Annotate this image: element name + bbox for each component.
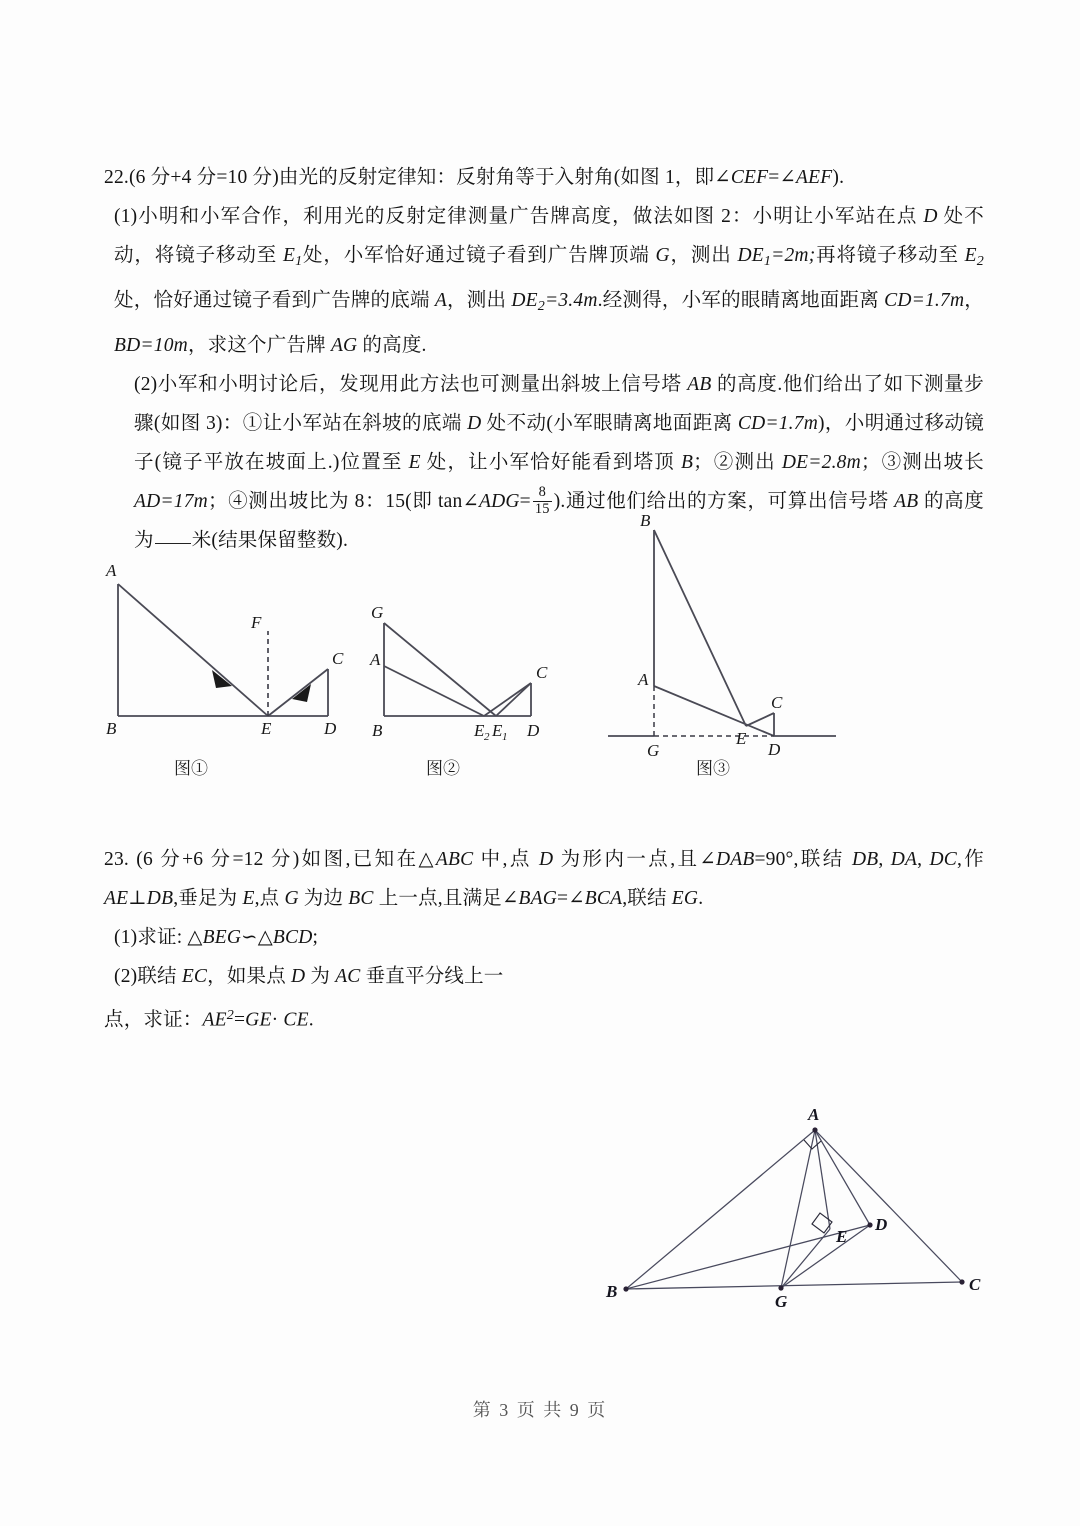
- q22-p2-d: )，小明通过移动镜子(镜子平放在坡面上.)位置至: [134, 412, 984, 473]
- q22-p1-k: 的高度.: [357, 334, 427, 356]
- q23-angle-BCA: BCA: [584, 888, 623, 909]
- q23-stem-e: ,: [878, 849, 891, 870]
- figure-2-svg: [366, 603, 581, 763]
- q23-part2: [104, 957, 984, 996]
- q23-seg-AE: AE: [104, 888, 129, 909]
- q22-p1-h: .经测得，小军的眼睛离地面距离: [597, 289, 885, 311]
- q23-p2-b: ，如果点: [207, 966, 292, 987]
- q23-seg-GE: GE: [245, 1009, 272, 1031]
- fig2-line-E2-C: [484, 683, 531, 716]
- fig3-label-E: E: [736, 729, 747, 748]
- q22-p1-E2-sub: 2: [976, 252, 984, 269]
- geo-label-E: E: [836, 1227, 848, 1246]
- page-footer: 第 3 页 共 9 页: [472, 1400, 608, 1420]
- q22-stem: [104, 158, 984, 197]
- geo-label-G: G: [775, 1292, 788, 1311]
- fraction-denominator: 15: [534, 500, 550, 517]
- fig3-label-G: G: [647, 741, 660, 760]
- q22-p1-AG: AG: [330, 334, 358, 356]
- geo-point-D: [867, 1222, 872, 1227]
- q23-p2-d: 垂直平分线上一: [360, 966, 504, 987]
- q22-p1-c: 处，小军恰好通过镜子看到广告牌顶端: [302, 245, 656, 266]
- geo-line-BA: [626, 1130, 815, 1289]
- q23-tri-BCD: BCD: [272, 927, 313, 948]
- q22-p2-c: 处不动(小军眼睛离地面距离: [481, 412, 738, 434]
- q23-angle-BAG: BAG: [518, 888, 558, 909]
- q22-p2-B: B: [680, 451, 694, 473]
- geo-label-B: B: [606, 1282, 618, 1301]
- q23-tri-ABC: ABC: [435, 849, 474, 870]
- q23-triangle-symbol: △: [257, 927, 273, 948]
- q23-stem-j: 为边: [298, 888, 349, 909]
- fig2-label-C: C: [536, 663, 548, 682]
- fig2-label-G: G: [371, 603, 384, 622]
- geo-point-A: [812, 1127, 817, 1132]
- geo-line-BD: [626, 1225, 870, 1289]
- q22-p1-j: ，求这个广告牌: [187, 334, 331, 356]
- q22-p1-DE2-sub: 2: [537, 297, 545, 314]
- q22-p2-CD-val: =1.7m: [765, 412, 818, 434]
- fig2-label-E1-sub: 1: [502, 731, 508, 743]
- fig3-line-AD: [654, 686, 774, 736]
- fig3-label-B: B: [640, 511, 651, 530]
- q23-stem-c: 为形内一点,且∠: [553, 849, 716, 870]
- q23-similar-symbol: ∽: [241, 927, 258, 948]
- q22-p2-a: (2)小军和小明讨论后，发现用此方法也可测量出斜坡上信号塔: [134, 373, 688, 395]
- q22-p1-b: 处不动，将镜子移动至: [114, 206, 984, 266]
- q22-p2-E: E: [408, 451, 421, 473]
- q22-p1-CD: CD: [884, 289, 912, 311]
- q23-p2-D: D: [291, 966, 306, 987]
- q23-content: [104, 840, 984, 1039]
- q22-p1-D: D: [923, 206, 938, 227]
- q23-part2-cont: [104, 996, 984, 1039]
- q22-p2-g: ；③测出坡长: [860, 451, 984, 473]
- fig3-label-D: D: [768, 740, 781, 759]
- q22-p2-AD-val: =17m: [160, 490, 208, 512]
- q22-p1-A: A: [434, 289, 447, 311]
- q23-stem-l: =∠: [557, 888, 585, 909]
- q22-p2-ADG: ADG: [478, 490, 520, 512]
- q22-p2-e: 处，让小军恰好能看到塔顶: [420, 451, 681, 473]
- fig1-label-D: D: [324, 719, 337, 738]
- fig3-line-EC: [746, 713, 774, 726]
- geo-label-C: C: [969, 1275, 981, 1294]
- q22-p1-G: G: [655, 245, 670, 266]
- q23-pt-G: G: [284, 888, 299, 909]
- q23-p1-b: ;: [312, 927, 319, 948]
- fig1-label-E: E: [261, 719, 272, 738]
- q23-part1: [104, 918, 984, 957]
- geo-point-C: [959, 1279, 964, 1284]
- q22-p1-DE1-val: =2m;: [771, 245, 816, 266]
- fig1-arrow-incident: [212, 670, 232, 688]
- fig1-line-EC: [268, 669, 328, 716]
- q22-p2-DE: DE: [781, 451, 809, 473]
- q23-stem: [104, 840, 984, 918]
- q22-p2-D: D: [467, 412, 482, 434]
- figure-2-caption: 图②: [426, 759, 460, 778]
- q22-part1: [104, 197, 984, 365]
- fig1-label-F: F: [251, 613, 262, 632]
- q22-p2-AB2: AB: [894, 490, 919, 512]
- fig2-label-E2-sub: 2: [484, 731, 490, 743]
- q23-seg-DC: DC: [929, 849, 958, 870]
- q23-p1-a: (1)求证: △: [114, 927, 203, 948]
- q22-p2-l: 米(结果保留整数).: [191, 529, 349, 551]
- q22-p1-i: ，: [964, 289, 984, 311]
- q22-p2-AB: AB: [687, 373, 712, 395]
- fig2-label-E2: E: [474, 721, 485, 740]
- fig1-label-B: B: [106, 719, 117, 738]
- fig2-label-A: A: [370, 650, 381, 669]
- q23-seg-DB2: DB: [146, 888, 174, 909]
- q22-p1-d: ，测出: [669, 245, 738, 266]
- geo-point-B: [623, 1286, 628, 1291]
- q22-p1-DE2-val: =3.4m: [544, 289, 598, 311]
- q22-angle-cef: CEF: [730, 167, 769, 188]
- fig1-label-A: A: [106, 561, 117, 580]
- fraction-numerator: 8: [538, 484, 546, 501]
- q22-p1-E1: E: [282, 245, 296, 266]
- geo-line-AC: [815, 1130, 962, 1282]
- q22-p1-e: 再将镜子移动至: [815, 245, 965, 266]
- q22-p2-k: 的高度为: [134, 490, 984, 551]
- q23-p2-c: 为: [305, 966, 336, 987]
- q22-p2-j: ).通过他们给出的方案，可算出信号塔: [553, 490, 895, 512]
- q22-p1-CD-val: =1.7m: [911, 289, 965, 311]
- q23-perp-symbol: ⊥: [128, 888, 147, 909]
- q23-tri-BEG: BEG: [202, 927, 242, 948]
- q22-p1-DE2: DE: [511, 289, 538, 311]
- q23-stem-g: ,作: [957, 849, 985, 870]
- q23-p3-b: .: [308, 1009, 314, 1031]
- q23-seg-CE: CE: [283, 1009, 309, 1031]
- q23-seg-EG: EG: [671, 888, 699, 909]
- q22-p2-DE-val: =2.8m: [808, 451, 861, 473]
- q23-multiply-dot: ·: [271, 1009, 279, 1031]
- figure-1-svg: [96, 536, 366, 761]
- geo-label-A: A: [808, 1105, 820, 1124]
- fig3-label-C: C: [771, 693, 783, 712]
- fig3-label-A: A: [638, 670, 649, 689]
- q22-p1-E1-sub: 1: [295, 252, 303, 269]
- fig2-label-E1: E: [492, 721, 503, 740]
- q22-stem-eq: =∠: [768, 167, 797, 188]
- geo-line-BC: [626, 1282, 962, 1289]
- q23-stem-m: ,联结: [622, 888, 672, 909]
- q23-D: D: [539, 849, 554, 870]
- q22-p1-BD: BD: [114, 334, 141, 356]
- q22-p1-E2: E: [964, 245, 977, 266]
- q22-p1-BD-val: =10m: [140, 334, 188, 356]
- geo-point-G: [778, 1285, 783, 1290]
- q23-stem-d: =90°,联结: [754, 849, 852, 870]
- q23-stem-i: ,点: [254, 888, 285, 909]
- fig2-line-E1-C: [496, 683, 531, 716]
- figure-1-caption: 图①: [174, 759, 208, 778]
- q22-p2-CD: CD: [737, 412, 766, 434]
- fig3-line-BE: [654, 530, 746, 726]
- q22-stem-prefix: 22.(6 分+4 分=10 分)由光的反射定律知：反射角等于入射角(如图 1，即∠: [104, 167, 731, 188]
- q22-p1-g: ，测出: [447, 289, 512, 311]
- q23-p2-a: (2)联结: [114, 966, 182, 987]
- q23-seg-AE2: AE: [202, 1009, 227, 1031]
- q23-exponent: 2: [226, 1007, 234, 1023]
- q23-p3-eq: =: [233, 1009, 246, 1031]
- q23-stem-b: 中,点: [473, 849, 540, 870]
- q23-stem-f: ,: [917, 849, 930, 870]
- q22-p1-DE1-sub: 1: [763, 252, 772, 269]
- q22-p2-i: =: [519, 490, 531, 512]
- q23-seg-DA: DA: [890, 849, 918, 870]
- q22-p1-f: 处，恰好通过镜子看到广告牌的底端: [114, 289, 435, 311]
- q23-p3-a: 点，求证：: [104, 1009, 203, 1031]
- q23-seg-DB: DB: [851, 849, 879, 870]
- q23-seg-AC: AC: [335, 966, 361, 987]
- q22-p1-DE1: DE: [737, 245, 764, 266]
- fig1-label-C: C: [332, 649, 344, 668]
- q22-figures: [96, 508, 886, 798]
- q23-seg-EC: EC: [181, 966, 208, 987]
- q23-stem-k: 上一点,且满足∠: [373, 888, 519, 909]
- geo-label-D: D: [875, 1215, 888, 1234]
- q23-stem-h: ,垂足为: [173, 888, 243, 909]
- fig2-line-A-E2: [384, 666, 484, 716]
- fig2-label-B: B: [372, 721, 383, 740]
- q22-angle-aef: AEF: [796, 167, 833, 188]
- fig1-line-AE: [118, 584, 268, 716]
- q23-geometry-figure: [572, 1092, 1012, 1332]
- q23-stem-a: 23. (6 分+6 分=12 分)如图,已知在△: [104, 849, 436, 870]
- q22-stem-suffix: ).: [832, 167, 845, 188]
- q22-p2-b: 的高度.他们给出了如下测量步骤(如图 3)：①让小军站在斜坡的底端: [134, 373, 984, 434]
- q23-pt-E: E: [242, 888, 255, 909]
- fig1-arrow-reflected: [292, 684, 311, 702]
- fig2-line-G-E2: [384, 623, 496, 716]
- page-content: [104, 158, 984, 560]
- q22-p2-f: ；②测出: [693, 451, 782, 473]
- q22-p1-a: (1)小明和小军合作，利用光的反射定律测量广告牌高度，做法如图 2：小明让小军站在点: [114, 206, 924, 227]
- q22-p2-h: ；④测出坡比为 8：15(即 tan∠: [207, 490, 479, 512]
- q23-angle-DAB: DAB: [715, 849, 755, 870]
- figure-3-svg: [596, 508, 886, 763]
- q23-seg-BC: BC: [348, 888, 374, 909]
- figure-3-caption: 图③: [696, 759, 730, 778]
- fig2-label-D: D: [527, 721, 540, 740]
- q23-stem-n: .: [698, 888, 704, 909]
- q22-p2-AD: AD: [134, 490, 161, 512]
